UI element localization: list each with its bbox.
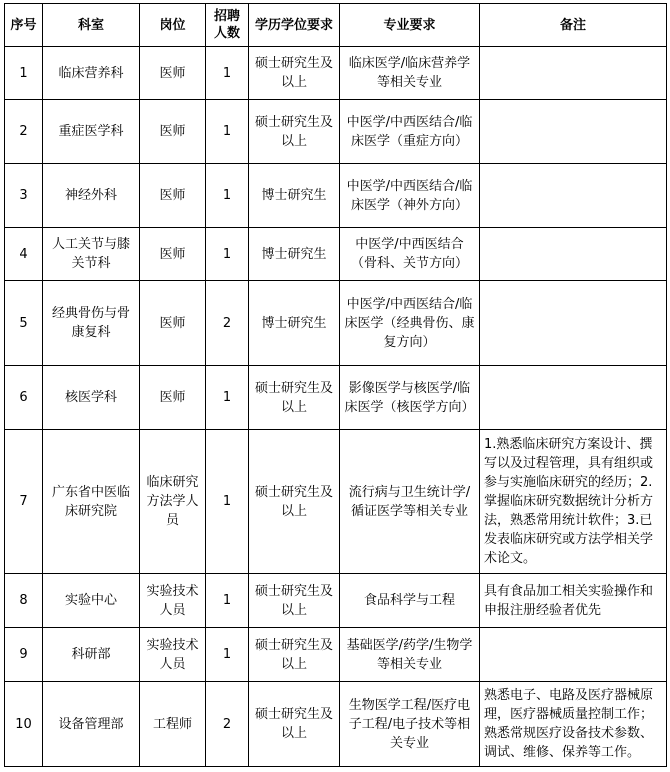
cell-position: 实验技术人员 xyxy=(140,628,206,682)
table-row xyxy=(5,100,667,164)
cell-count: 1 xyxy=(206,574,249,628)
cell-remarks xyxy=(480,47,667,100)
cell-department: 设备管理部 xyxy=(43,682,140,767)
recruitment-table xyxy=(4,3,667,767)
cell-major: 基础医学/药学/生物学等相关专业 xyxy=(340,628,480,682)
table-row xyxy=(5,164,667,228)
cell-department: 广东省中医临床研究院 xyxy=(43,430,140,574)
table-row xyxy=(5,228,667,281)
cell-count: 1 xyxy=(206,366,249,430)
header-remarks: 备注 xyxy=(480,4,667,47)
cell-remarks xyxy=(480,366,667,430)
cell-index: 10 xyxy=(5,682,43,767)
cell-remarks: 具有食品加工相关实验操作和申报注册经验者优先 xyxy=(480,574,667,628)
cell-major: 生物医学工程/医疗电子工程/电子技术等相关专业 xyxy=(340,682,480,767)
table-row xyxy=(5,430,667,574)
cell-major: 临床医学/临床营养学等相关专业 xyxy=(340,47,480,100)
cell-count: 2 xyxy=(206,682,249,767)
cell-position: 医师 xyxy=(140,366,206,430)
cell-index: 2 xyxy=(5,100,43,164)
cell-position: 临床研究方法学人员 xyxy=(140,430,206,574)
cell-remarks xyxy=(480,100,667,164)
cell-department: 重症医学科 xyxy=(43,100,140,164)
header-index: 序号 xyxy=(5,4,43,47)
cell-count: 1 xyxy=(206,628,249,682)
cell-department: 实验中心 xyxy=(43,574,140,628)
cell-count: 1 xyxy=(206,47,249,100)
cell-count: 1 xyxy=(206,228,249,281)
cell-remarks: 1.熟悉临床研究方案设计、撰写以及过程管理，具有组织或参与实施临床研究的经历；2.掌握临床研究数据统计分析方法，熟悉常用统计软件；3.已发表临床研究或方法学相关学术论文。 xyxy=(480,430,667,574)
cell-major: 流行病与卫生统计学/循证医学等相关专业 xyxy=(340,430,480,574)
header-position: 岗位 xyxy=(140,4,206,47)
cell-major: 中医学/中西医结合（骨科、关节方向） xyxy=(340,228,480,281)
cell-education: 硕士研究生及以上 xyxy=(249,366,340,430)
cell-department: 经典骨伤与骨康复科 xyxy=(43,281,140,366)
cell-index: 3 xyxy=(5,164,43,228)
header-department: 科室 xyxy=(43,4,140,47)
cell-department: 科研部 xyxy=(43,628,140,682)
cell-index: 4 xyxy=(5,228,43,281)
cell-department: 核医学科 xyxy=(43,366,140,430)
table-row xyxy=(5,281,667,366)
cell-education: 硕士研究生及以上 xyxy=(249,574,340,628)
cell-education: 博士研究生 xyxy=(249,164,340,228)
cell-education: 硕士研究生及以上 xyxy=(249,100,340,164)
cell-count: 2 xyxy=(206,281,249,366)
cell-count: 1 xyxy=(206,100,249,164)
cell-remarks xyxy=(480,228,667,281)
cell-position: 医师 xyxy=(140,164,206,228)
cell-education: 博士研究生 xyxy=(249,228,340,281)
cell-index: 6 xyxy=(5,366,43,430)
table-row xyxy=(5,682,667,767)
cell-department: 人工关节与膝关节科 xyxy=(43,228,140,281)
cell-department: 临床营养科 xyxy=(43,47,140,100)
cell-education: 硕士研究生及以上 xyxy=(249,682,340,767)
cell-remarks: 熟悉电子、电路及医疗器械原理，医疗器械质量控制工作；熟悉常规医疗设备技术参数、调试、维修、保养等工作。 xyxy=(480,682,667,767)
cell-count: 1 xyxy=(206,430,249,574)
header-count: 招聘人数 xyxy=(206,4,249,47)
cell-major: 影像医学与核医学/临床医学（核医学方向） xyxy=(340,366,480,430)
table-row xyxy=(5,366,667,430)
cell-major: 中医学/中西医结合/临床医学（经典骨伤、康复方向） xyxy=(340,281,480,366)
cell-education: 博士研究生 xyxy=(249,281,340,366)
cell-remarks xyxy=(480,281,667,366)
table-row xyxy=(5,574,667,628)
header-major: 专业要求 xyxy=(340,4,480,47)
cell-major: 中医学/中西医结合/临床医学（重症方向） xyxy=(340,100,480,164)
cell-education: 硕士研究生及以上 xyxy=(249,628,340,682)
cell-index: 9 xyxy=(5,628,43,682)
cell-index: 1 xyxy=(5,47,43,100)
cell-major: 中医学/中西医结合/临床医学（神外方向） xyxy=(340,164,480,228)
cell-position: 医师 xyxy=(140,47,206,100)
cell-index: 7 xyxy=(5,430,43,574)
cell-department: 神经外科 xyxy=(43,164,140,228)
cell-position: 工程师 xyxy=(140,682,206,767)
cell-position: 医师 xyxy=(140,228,206,281)
cell-index: 8 xyxy=(5,574,43,628)
cell-remarks xyxy=(480,164,667,228)
cell-education: 硕士研究生及以上 xyxy=(249,47,340,100)
cell-count: 1 xyxy=(206,164,249,228)
cell-education: 硕士研究生及以上 xyxy=(249,430,340,574)
cell-position: 医师 xyxy=(140,100,206,164)
cell-index: 5 xyxy=(5,281,43,366)
header-education: 学历学位要求 xyxy=(249,4,340,47)
table-row xyxy=(5,47,667,100)
table-row xyxy=(5,628,667,682)
cell-major: 食品科学与工程 xyxy=(340,574,480,628)
header-row xyxy=(5,4,667,47)
cell-position: 医师 xyxy=(140,281,206,366)
cell-remarks xyxy=(480,628,667,682)
cell-position: 实验技术人员 xyxy=(140,574,206,628)
